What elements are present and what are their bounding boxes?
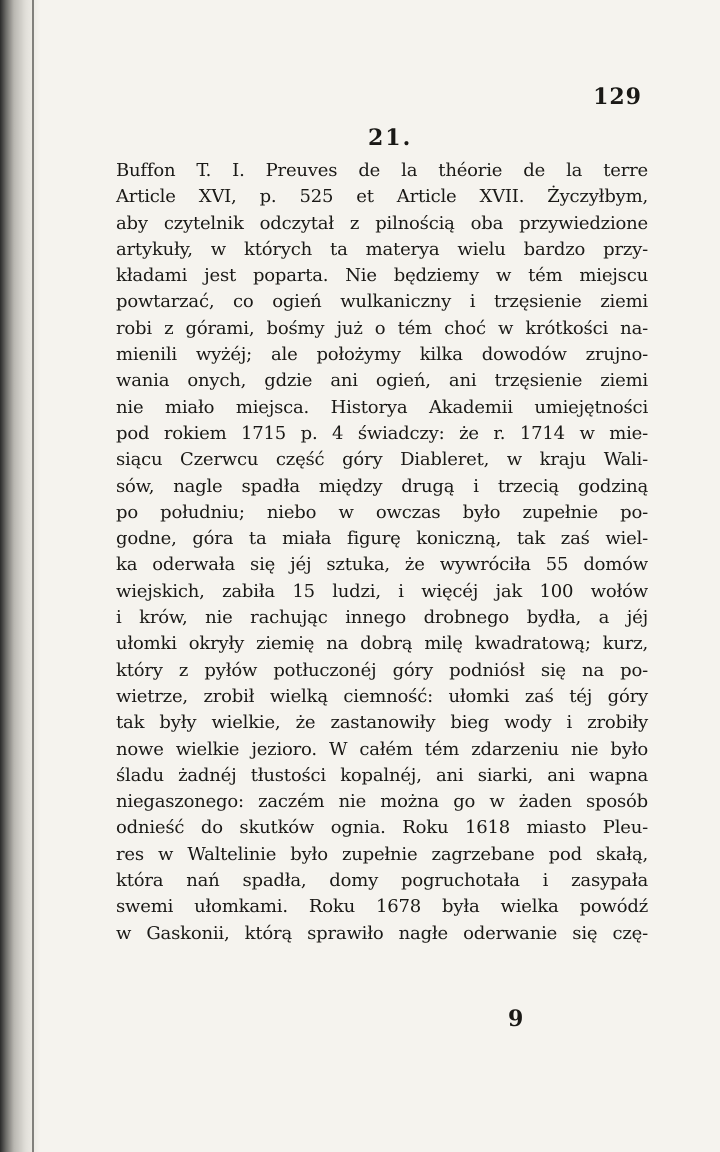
text-line: mienili wyżéj; ale położymy kilka dowodów zrujno- bbox=[116, 344, 648, 366]
body-text bbox=[116, 158, 648, 947]
book-spine-shadow bbox=[0, 0, 40, 1152]
text-line: Article XVI, p. 525 et Article XVII. Życzyłbym, bbox=[116, 186, 648, 208]
text-line: artykuły, w których ta materya wielu bardzo przy- bbox=[116, 238, 648, 260]
text-line: pod rokiem 1715 p. 4 świadczy: że r. 1714 w mie- bbox=[116, 422, 648, 444]
text-line: Buffon T. I. Preuves de la théorie de la terre bbox=[116, 160, 648, 181]
text-line: śladu żadnéj tłustości kopalnéj, ani siarki, ani wapna bbox=[116, 764, 648, 786]
section-number: 21. bbox=[368, 125, 413, 151]
text-line: siącu Czerwcu część góry Diableret, w kraju Wali- bbox=[116, 449, 648, 471]
text-line: odnieść do skutków ognia. Roku 1618 miasto Pleu- bbox=[116, 817, 648, 839]
text-line: aby czytelnik odczytał z pilnością oba przywiedzione bbox=[116, 212, 648, 234]
text-line: tak były wielkie, że zastanowiły bieg wody i zrobiły bbox=[116, 712, 648, 734]
text-line: ka oderwała się jéj sztuka, że wywróciła 55 domów bbox=[116, 554, 648, 576]
text-line: wietrze, zrobił wielką ciemność: ułomki zaś téj góry bbox=[116, 685, 648, 707]
book-gutter-line bbox=[32, 0, 34, 1152]
text-line: wania onych, gdzie ani ogień, ani trzęsienie ziemi bbox=[116, 370, 648, 392]
text-line: swemi ułomkami. Roku 1678 była wielka powódź bbox=[116, 896, 648, 918]
text-line: kładami jest poparta. Nie będziemy w tém miejscu bbox=[116, 265, 648, 287]
text-line: po południu; niebo w owczas było zupełnie po- bbox=[116, 501, 648, 523]
printer-signature-mark: 9 bbox=[508, 1006, 524, 1032]
page-number: 129 bbox=[593, 84, 642, 110]
text-line: i krów, nie rachując innego drobnego bydła, a jéj bbox=[116, 607, 648, 629]
text-line: nowe wielkie jezioro. W całém tém zdarzeniu nie było bbox=[116, 738, 648, 760]
text-line: robi z górami, bośmy już o tém choć w krótkości na- bbox=[116, 317, 648, 339]
text-line: powtarzać, co ogień wulkaniczny i trzęsienie ziemi bbox=[116, 291, 648, 313]
text-line: godne, góra ta miała figurę koniczną, tak zaś wiel- bbox=[116, 528, 648, 550]
text-line: która nań spadła, domy pogruchotała i zasypała bbox=[116, 870, 648, 892]
text-line: który z pyłów potłuczonéj góry podniósł się na po- bbox=[116, 659, 648, 681]
text-line: w Gaskonii, którą sprawiło nagłe oderwanie się czę- bbox=[116, 922, 648, 944]
text-line: nie miało miejsca. Historya Akademii umiejętności bbox=[116, 396, 648, 418]
text-line: sów, nagle spadła między drugą i trzecią godziną bbox=[116, 475, 648, 497]
text-line: wiejskich, zabiła 15 ludzi, i więcéj jak 100 wołów bbox=[116, 580, 648, 602]
text-line: niegaszonego: zaczém nie można go w żaden sposób bbox=[116, 791, 648, 813]
text-line: res w Waltelinie było zupełnie zagrzebane pod skałą, bbox=[116, 843, 648, 865]
text-line: ułomki okryły ziemię na dobrą milę kwadratową; kurz, bbox=[116, 633, 648, 655]
